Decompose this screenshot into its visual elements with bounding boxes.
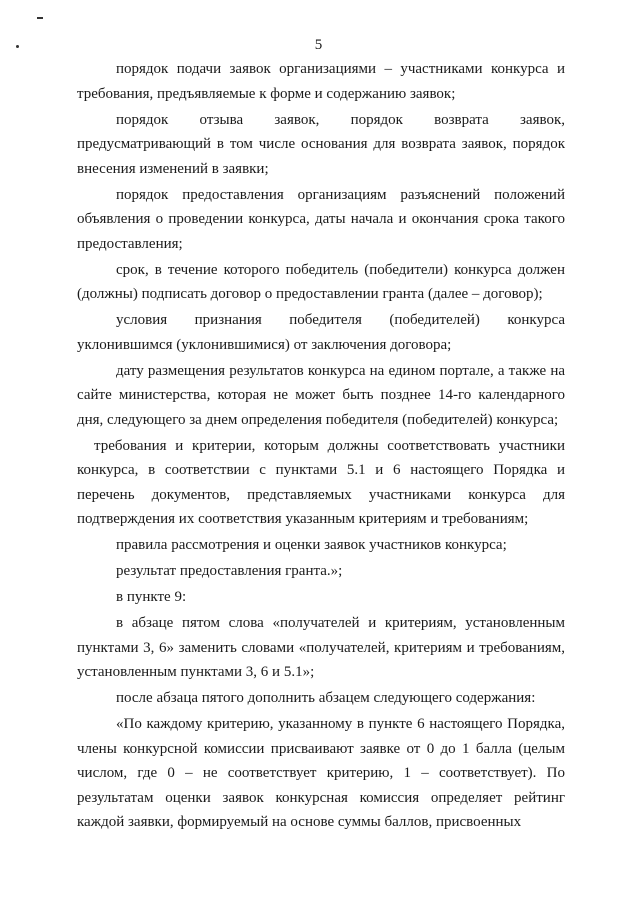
paragraph: срок, в течение которого победитель (победители) конкурса должен (должны) подписать договор о предоставлении гранта (далее – договор); — [77, 261, 565, 302]
paragraph: после абзаца пятого дополнить абзацем следующего содержания: — [116, 690, 536, 706]
paragraph: в абзаце пятом слова «получателей и критериям, установленным пунктами 3, 6» заменить словами «получателей, критериям и требованиям, установленным пунктами 3, 6 и 5.1»; — [77, 615, 565, 680]
paragraph: порядок предоставления организациям разъяснений положений объявления о проведении конкурса, даты начала и окончания срока такого предоставления; — [77, 186, 565, 252]
paragraph: правила рассмотрения и оценки заявок участников конкурса; — [116, 537, 507, 553]
paragraph: результат предоставления гранта.»; — [116, 563, 343, 579]
paragraph: порядок подачи заявок организациями – участниками конкурса и требования, предъявляемые к форме и содержанию заявок; — [77, 61, 565, 102]
paragraph: требования и критерии, которым должны соответствовать участники конкурса, в соответствии с пунктами 5.1 и 6 настоящего Порядка и перечень документов, представляемых участниками конкурса для подтверждения их соответствия указанным критериям и требованиям; — [77, 437, 565, 527]
paragraph: «По каждому критерию, указанному в пункте 6 настоящего Порядка, члены конкурсной комиссии присваивают заявке от 0 до 1 балла (целым числом, где 0 – не соответствует критерию, 1 – соответствует). По результатам оценки заявок конкурсная комиссия определяет рейтинг каждой заявки, формируемый на основе суммы баллов, присвоенных — [77, 716, 565, 830]
scan-mark-dash — [37, 17, 43, 19]
document-body — [77, 57, 565, 836]
page-number: 5 — [314, 37, 323, 53]
paragraph: в пункте 9: — [116, 589, 187, 605]
paragraph: порядок отзыва заявок, порядок возврата заявок, предусматривающий в том числе основания для возврата заявок, порядок внесения изменений в заявки; — [77, 111, 565, 177]
paragraph: условия признания победителя (победителей) конкурса уклонившимся (уклонившимися) от заключения договора; — [77, 312, 565, 353]
paragraph: дату размещения результатов конкурса на едином портале, а также на сайте министерства, которая не может быть позднее 14-го календарного дня, следующего за днем определения победителя (победителей) конкурса; — [77, 362, 565, 428]
